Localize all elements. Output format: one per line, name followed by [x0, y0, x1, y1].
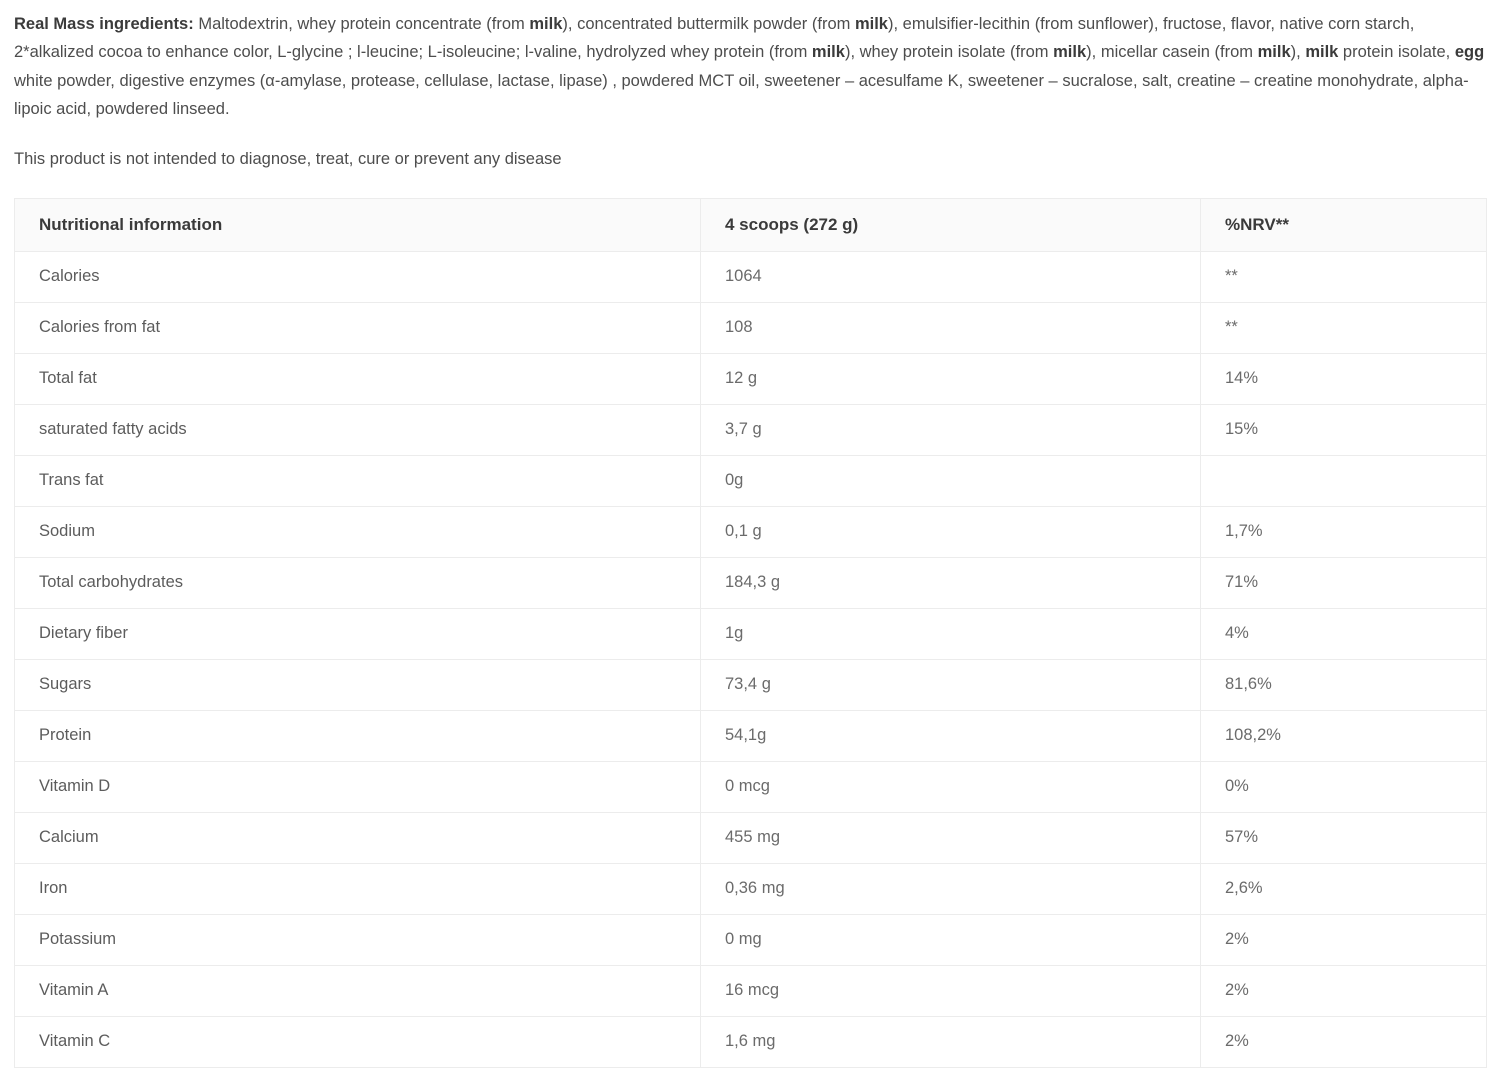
table-row — [15, 557, 1487, 608]
nutrient-amount: 184,3 g — [701, 557, 1201, 608]
allergen-term: milk — [811, 43, 845, 62]
nutrient-amount: 1064 — [701, 251, 1201, 302]
nutrient-nrv: 1,7% — [1201, 506, 1487, 557]
ingredients-label: Real Mass ingredients: — [14, 15, 194, 33]
nutrient-name: Sodium — [15, 506, 701, 557]
allergen-term: milk — [1257, 43, 1291, 62]
allergen-term: egg — [1454, 43, 1485, 62]
table-row — [15, 914, 1487, 965]
nutrient-nrv: 108,2% — [1201, 710, 1487, 761]
allergen-term: milk — [854, 15, 888, 33]
nutrient-amount: 54,1g — [701, 710, 1201, 761]
nutrient-amount: 3,7 g — [701, 404, 1201, 455]
nutrition-table — [14, 198, 1487, 1068]
nutrient-nrv: ** — [1201, 251, 1487, 302]
nutrient-amount: 0 mcg — [701, 761, 1201, 812]
nutrient-name: Total fat — [15, 353, 701, 404]
nutrient-amount: 12 g — [701, 353, 1201, 404]
nutrient-nrv: 4% — [1201, 608, 1487, 659]
nutrient-name: Vitamin D — [15, 761, 701, 812]
column-header-serving: 4 scoops (272 g) — [701, 198, 1201, 251]
nutrient-name: Calories from fat — [15, 302, 701, 353]
table-row — [15, 404, 1487, 455]
nutrient-nrv — [1201, 455, 1487, 506]
nutrient-nrv: 0% — [1201, 761, 1487, 812]
table-row — [15, 302, 1487, 353]
ingredients-paragraph — [14, 10, 1486, 124]
nutrient-nrv: 57% — [1201, 812, 1487, 863]
nutrient-amount: 1g — [701, 608, 1201, 659]
nutrient-name: Calories — [15, 251, 701, 302]
allergen-term: milk — [529, 15, 563, 33]
nutrient-amount: 73,4 g — [701, 659, 1201, 710]
nutrient-name: Iron — [15, 863, 701, 914]
nutrient-name: Dietary fiber — [15, 608, 701, 659]
table-row — [15, 353, 1487, 404]
ingredients-text: Maltodextrin, whey protein concentrate (from milk), concentrated buttermilk powder (from milk), emulsifier-lecithin (from sunflower), fructose, flavor, native corn starch, 2*alkalized cocoa to enhance color, L-glycine ; l-leucine; L-isoleucine; l-valine, hydrolyzed whey protein (from milk), whey protein isolate (from milk), micellar casein (from milk), milk protein isolate, egg white powder, digestive enzymes (α-amylase, protease, cellulase, lactase, lipase) , powdered MCT oil, sweetener – acesulfame K, sweetener – sucralose, salt, creatine – creatine monohydrate, alpha-lipoic acid, powdered linseed. — [14, 15, 1485, 119]
nutrient-amount: 0 mg — [701, 914, 1201, 965]
nutrient-amount: 0g — [701, 455, 1201, 506]
nutrient-amount: 1,6 mg — [701, 1016, 1201, 1067]
nutrient-name: Sugars — [15, 659, 701, 710]
nutrient-amount: 455 mg — [701, 812, 1201, 863]
nutrient-nrv: 2% — [1201, 914, 1487, 965]
column-header-nrv: %NRV** — [1201, 198, 1487, 251]
table-row — [15, 812, 1487, 863]
nutrient-name: Trans fat — [15, 455, 701, 506]
allergen-term: milk — [1305, 43, 1339, 62]
column-header-nutrient: Nutritional information — [15, 198, 701, 251]
disclaimer-text: This product is not intended to diagnose, treat, cure or prevent any disease — [14, 149, 562, 168]
nutrient-nrv: 2,6% — [1201, 863, 1487, 914]
table-row — [15, 506, 1487, 557]
nutrition-table-body — [15, 251, 1487, 1067]
table-row — [15, 761, 1487, 812]
nutrient-nrv: 14% — [1201, 353, 1487, 404]
nutrient-name: Total carbohydrates — [15, 557, 701, 608]
nutrient-amount: 108 — [701, 302, 1201, 353]
nutrient-nrv: 2% — [1201, 1016, 1487, 1067]
nutrition-table-head — [15, 198, 1487, 251]
table-row — [15, 659, 1487, 710]
nutrient-nrv: 81,6% — [1201, 659, 1487, 710]
table-row — [15, 455, 1487, 506]
table-header-row — [15, 198, 1487, 251]
table-row — [15, 710, 1487, 761]
nutrient-nrv: 2% — [1201, 965, 1487, 1016]
nutrient-name: saturated fatty acids — [15, 404, 701, 455]
nutrient-name: Calcium — [15, 812, 701, 863]
nutrient-amount: 0,1 g — [701, 506, 1201, 557]
nutrient-nrv: 71% — [1201, 557, 1487, 608]
table-row — [15, 863, 1487, 914]
nutrient-nrv: ** — [1201, 302, 1487, 353]
nutrient-amount: 16 mcg — [701, 965, 1201, 1016]
nutrient-nrv: 15% — [1201, 404, 1487, 455]
table-row — [15, 251, 1487, 302]
nutrient-name: Vitamin A — [15, 965, 701, 1016]
allergen-term: milk — [1053, 43, 1087, 62]
table-row — [15, 1016, 1487, 1067]
nutrient-amount: 0,36 mg — [701, 863, 1201, 914]
nutrient-name: Protein — [15, 710, 701, 761]
table-row — [15, 965, 1487, 1016]
nutrient-name: Potassium — [15, 914, 701, 965]
nutrient-name: Vitamin C — [15, 1016, 701, 1067]
table-row — [15, 608, 1487, 659]
